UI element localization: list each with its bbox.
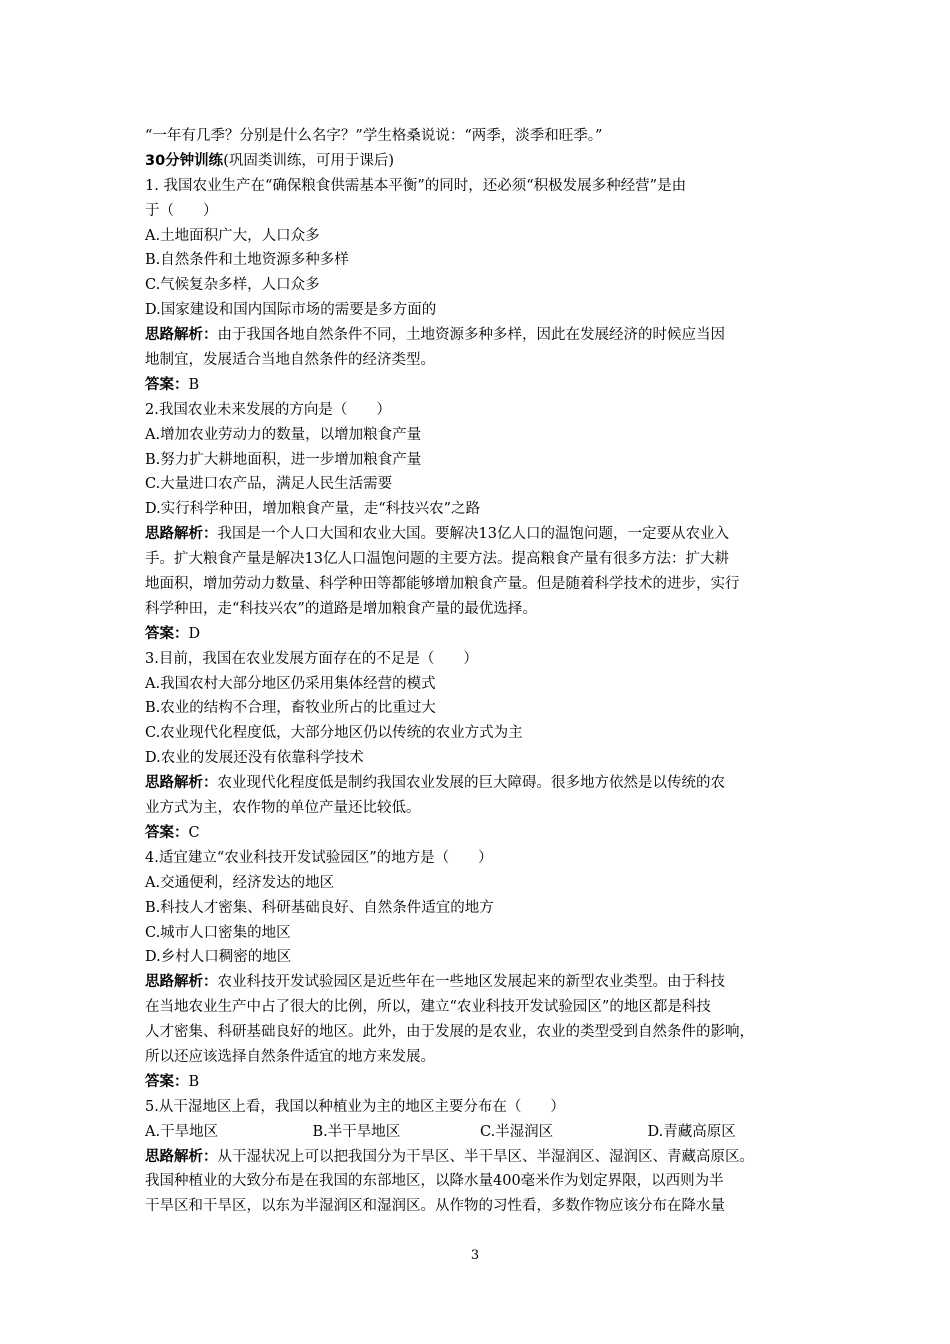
q1-stem-line: 于（ ）	[145, 202, 218, 219]
q5-option-b: B.半干旱地区	[312, 1123, 401, 1140]
answer-label: 答案：	[145, 625, 189, 642]
q2-analysis-line: 地面积，增加劳动力数量、科学种田等都能够增加粮食产量。但是随着科学技术的进步，实行	[145, 576, 740, 593]
q5-option-c: C.半湿润区	[480, 1123, 554, 1140]
answer-value: C	[188, 824, 200, 841]
answer-value: D	[188, 625, 201, 642]
q5-analysis-line: 干旱区和干旱区，以东为半湿润区和湿润区。从作物的习性看，多数作物应该分布在降水量	[145, 1198, 725, 1215]
q4-option-a: A.交通便利，经济发达的地区	[145, 874, 335, 891]
analysis-text: 农业科技开发试验园区是近些年在一些地区发展起来的新型农业类型。由于科技	[217, 974, 725, 991]
analysis-label: 思路解析：	[145, 974, 218, 991]
section-heading	[145, 149, 815, 174]
q5-option-d: D.青藏高原区	[647, 1123, 736, 1140]
q3-option-d: D.农业的发展还没有依靠科学技术	[145, 750, 364, 767]
q1-analysis-line: 地制宜，发展适合当地自然条件的经济类型。	[145, 352, 435, 369]
analysis-text: 农业现代化程度低是制约我国农业发展的巨大障碍。很多地方依然是以传统的农	[217, 775, 725, 792]
q4-analysis-line: 人才密集、科研基础良好的地区。此外，由于发展的是农业，农业的类型受到自然条件的影响，	[145, 1024, 754, 1041]
q2-analysis-line	[145, 522, 815, 547]
q5-stem-line: 5.从干湿地区上看，我国以种植业为主的地区主要分布在（ ）	[145, 1098, 565, 1115]
q4-analysis-line: 在当地农业生产中占了很大的比例，所以，建立“农业科技开发试验园区”的地区都是科技	[145, 999, 711, 1016]
q4-stem-line: 4.适宜建立“农业科技开发试验园区”的地方是（ ）	[145, 849, 493, 866]
q1-analysis-line	[145, 323, 815, 348]
q1-option-d: D.国家建设和国内国际市场的需要是多方面的	[145, 302, 437, 319]
q2-option-a: A.增加农业劳动力的数量，以增加粮食产量	[145, 426, 422, 443]
q4-answer	[145, 1070, 815, 1095]
q5-option-a: A.干旱地区	[145, 1123, 219, 1140]
q2-option-c: C.大量进口农产品，满足人民生活需要	[145, 476, 393, 493]
q5-analysis-line: 我国种植业的大致分布是在我国的东部地区，以降水量400毫米作为划定界限，以西则为半	[145, 1173, 724, 1190]
section-note: (巩固类训练，可用于课后)	[223, 152, 395, 169]
q4-analysis-line: 所以还应该选择自然条件适宜的地方来发展。	[145, 1048, 435, 1065]
q2-stem-line: 2.我国农业未来发展的方向是（ ）	[145, 401, 391, 418]
q3-stem-line: 3.目前，我国在农业发展方面存在的不足是（ ）	[145, 650, 478, 667]
analysis-text: 我国是一个人口大国和农业大国。要解决13亿人口的温饱问题，一定要从农业入	[217, 526, 729, 543]
q2-option-b: B.努力扩大耕地面积，进一步增加粮食产量	[145, 451, 422, 468]
q4-option-b: B.科技人才密集、科研基础良好、自然条件适宜的地方	[145, 899, 494, 916]
q1-option-a: A.土地面积广大，人口众多	[145, 227, 320, 244]
q5-analysis-line	[145, 1145, 815, 1170]
analysis-label: 思路解析：	[145, 775, 218, 792]
q1-option-b: B.自然条件和土地资源多种多样	[145, 252, 349, 269]
q1-stem-line: 1. 我国农业生产在“确保粮食供需基本平衡”的同时，还必须“积极发展多种经营”是由	[145, 177, 687, 194]
q3-option-c: C.农业现代化程度低，大部分地区仍以传统的农业方式为主	[145, 725, 523, 742]
analysis-label: 思路解析：	[145, 526, 218, 543]
q2-analysis-line: 手。扩大粮食产量是解决13亿人口温饱问题的主要方法。提高粮食产量有很多方法：扩大耕	[145, 551, 729, 568]
answer-label: 答案：	[145, 376, 189, 393]
analysis-text: 从干湿状况上可以把我国分为干旱区、半干旱区、半湿润区、湿润区、青藏高原区。	[217, 1148, 754, 1165]
q3-analysis-line: 业方式为主，农作物的单位产量还比较低。	[145, 800, 421, 817]
answer-label: 答案：	[145, 824, 189, 841]
section-title: 30分钟训练	[145, 152, 224, 169]
analysis-label: 思路解析：	[145, 327, 218, 344]
q3-option-b: B.农业的结构不合理，畜牧业所占的比重过大	[145, 700, 436, 717]
q2-analysis-line: 科学种田，走“科技兴农”的道路是增加粮食产量的最优选择。	[145, 600, 537, 617]
q4-option-c: C.城市人口密集的地区	[145, 924, 291, 941]
answer-label: 答案：	[145, 1073, 189, 1090]
q3-analysis-line	[145, 771, 815, 796]
answer-value: B	[188, 1073, 200, 1090]
answer-value: B	[188, 376, 200, 393]
analysis-text: 由于我国各地自然条件不同，土地资源多种多样，因此在发展经济的时候应当因	[217, 327, 725, 344]
q1-answer	[145, 373, 815, 398]
analysis-label: 思路解析：	[145, 1148, 218, 1165]
q2-option-d: D.实行科学种田，增加粮食产量，走“科技兴农”之路	[145, 501, 481, 518]
q5-options-row	[145, 1120, 815, 1145]
q3-answer	[145, 821, 815, 846]
document-page	[145, 124, 815, 1219]
q2-answer	[145, 622, 815, 647]
q4-analysis-line	[145, 970, 815, 995]
intro-line: “一年有几季？分别是什么名字？”学生格桑说说：“两季，淡季和旺季。”	[145, 128, 603, 144]
q3-option-a: A.我国农村大部分地区仍采用集体经营的模式	[145, 675, 436, 692]
q1-option-c: C.气候复杂多样，人口众多	[145, 277, 320, 294]
q4-option-d: D.乡村人口稠密的地区	[145, 949, 292, 966]
page-number: 3	[470, 1248, 480, 1263]
